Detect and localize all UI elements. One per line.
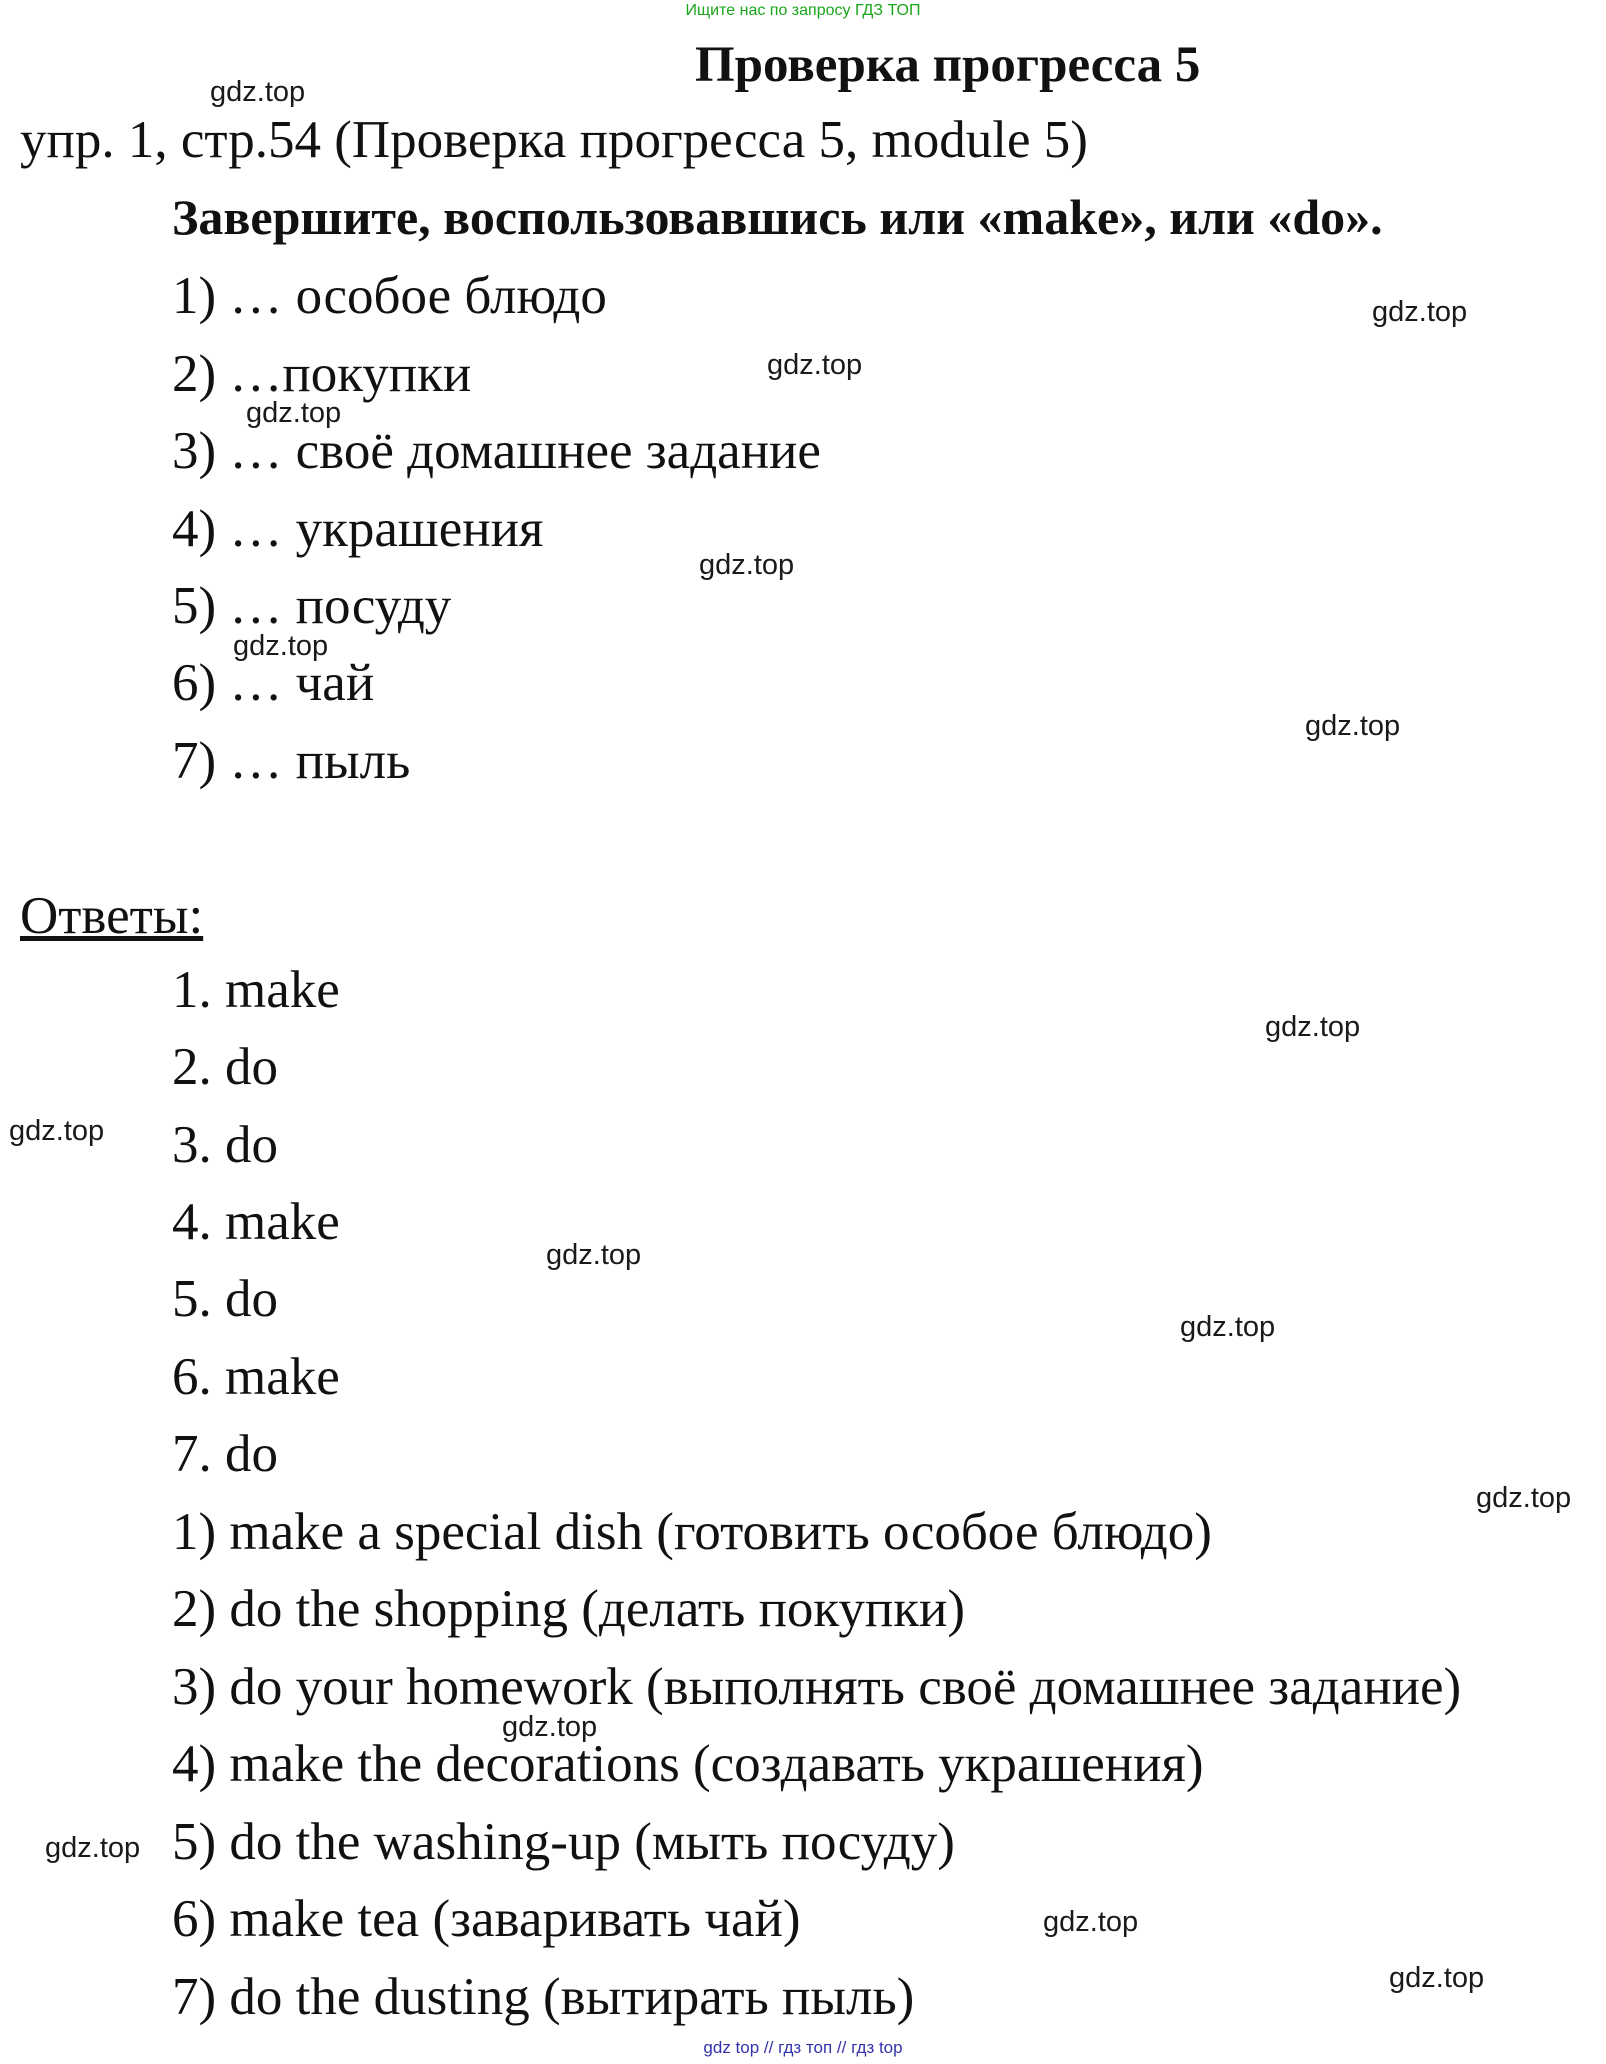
task-item: 6) … чай [172,654,375,712]
watermark: gdz.top [767,349,863,381]
watermark: gdz.top [1389,1962,1485,1994]
full-answer: 5) do the washing-up (мыть посуду) [172,1813,955,1871]
task-item: 7) … пыль [172,732,411,790]
full-answer: 7) do the dusting (вытирать пыль) [172,1968,915,2026]
short-answer: 5. do [172,1270,278,1328]
full-answer: 4) make the decorations (создавать украшения) [172,1735,1204,1793]
task-item: 3) … своё домашнее задание [172,422,821,480]
full-answer: 6) make tea (заваривать чай) [172,1890,801,1948]
watermark: gdz.top [1265,1011,1361,1043]
top-banner: Ищите нас по запросу ГДЗ ТОП [685,2,921,19]
task-item: 4) … украшения [172,500,544,558]
watermark: gdz.top [1180,1311,1276,1343]
short-answer: 4. make [172,1193,340,1251]
short-answer: 7. do [172,1425,278,1483]
task-item: 2) …покупки [172,345,472,403]
short-answer: 3. do [172,1116,278,1174]
watermark: gdz.top [246,397,342,429]
watermark: gdz.top [546,1239,642,1271]
full-answer: 1) make a special dish (готовить особое блюдо) [172,1503,1212,1561]
short-answer: 1. make [172,961,340,1019]
short-answer: 6. make [172,1348,340,1406]
watermark: gdz.top [502,1711,598,1743]
watermark: gdz.top [1043,1906,1139,1938]
answers-heading: Ответы: [20,887,204,945]
watermark: gdz.top [9,1115,105,1147]
footer: gdz top // гдз топ // гдз top [703,2038,903,2057]
task-item: 5) … посуду [172,577,452,635]
full-answer: 2) do the shopping (делать покупки) [172,1580,966,1638]
page-title: Проверка прогресса 5 [695,37,1201,93]
instruction: Завершите, воспользовавшись или «make», или «do». [172,189,1383,245]
watermark: gdz.top [1305,710,1401,742]
watermark: gdz.top [210,76,306,108]
short-answer: 2. do [172,1038,278,1096]
watermark: gdz.top [1476,1482,1572,1514]
watermark: gdz.top [45,1832,141,1864]
exercise-reference: упр. 1, стр.54 (Проверка прогресса 5, module 5) [20,111,1088,169]
watermark: gdz.top [699,549,795,581]
full-answer: 3) do your homework (выполнять своё домашнее задание) [172,1658,1462,1716]
task-item: 1) … особое блюдо [172,267,607,325]
watermark: gdz.top [233,630,329,662]
watermark: gdz.top [1372,296,1468,328]
